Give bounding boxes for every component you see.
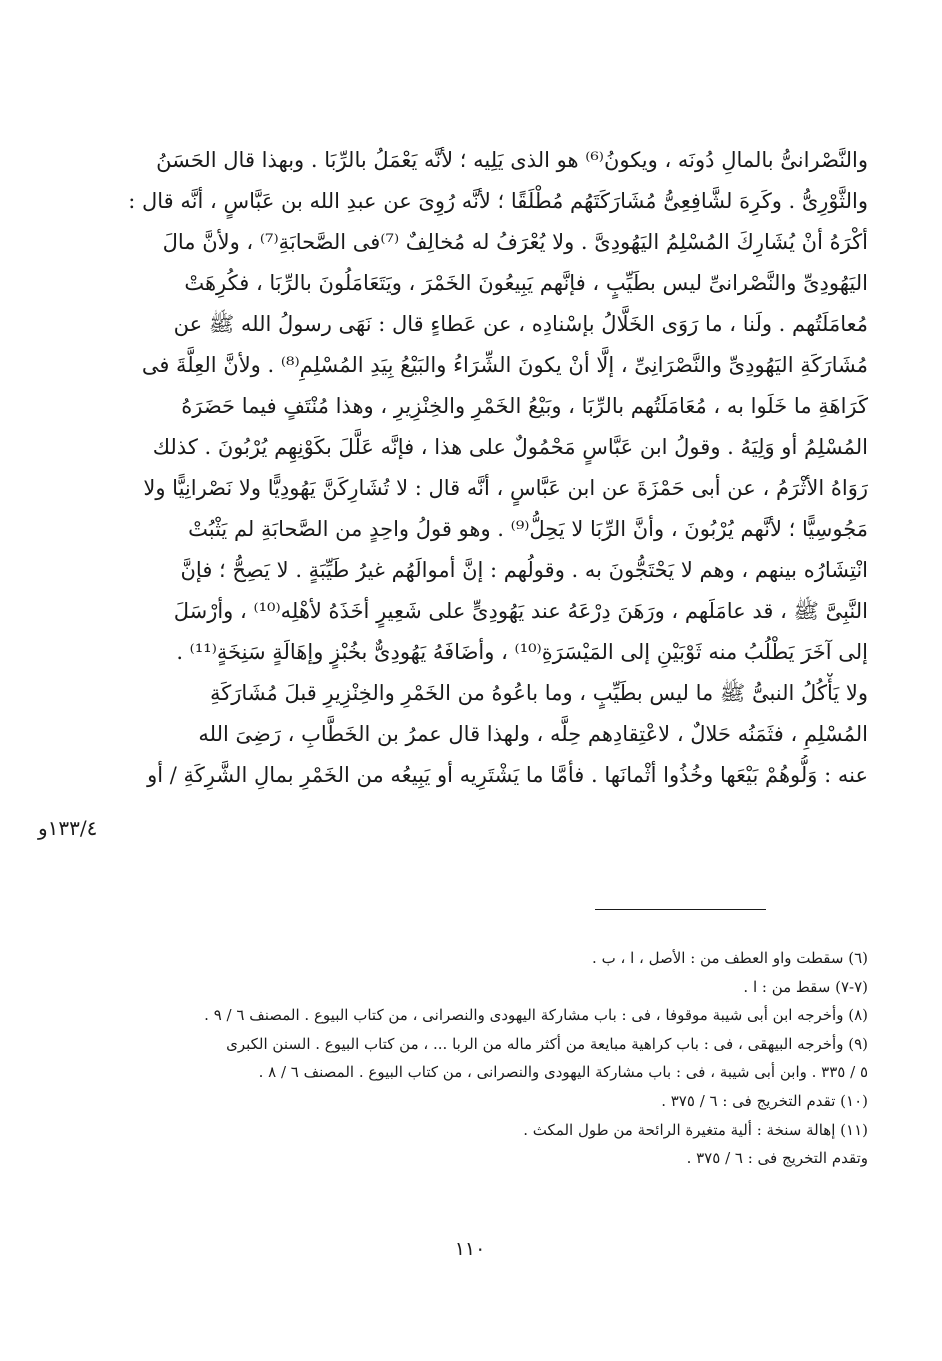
- text-line: المُسْلِمُ أو وَلِيَهُ . وقولُ ابن عَبَّاسٍ مَحْمُولٌ على هذا ، فإنَّه عَلَّلَ بكَوْنِهِم يُرْبُونَ . كذلك: [152, 435, 868, 459]
- footnotes-block: [150, 944, 868, 1173]
- text-line: كَرَاهَةِ ما خَلَوا به ، مُعَامَلَتُهم بالرِّبَا ، وبَيْعُ الخَمْرِ والخِنْزِيرِ ، وهذا مُنْتَفٍ فيما حَضَرَهُ: [181, 394, 868, 418]
- text-line: انْتِشَارُه بينهم ، وهم لا يَحْتَجُّونَ به . وقولُهم : إنَّ أموالَهُم غيرُ طَيِّبَةٍ . لا يَصِحُّ ؛ فإنَّ: [180, 558, 868, 582]
- text-line: مَجُوسِيًّا ؛ لأنَّهم يُرْبُونَ ، وأنَّ الرِّبَا لا يَحِلُّ⁽⁹⁾ . وهو قولُ واحِدٍ من الصَّحابَةِ لم يَثْبُتْ: [188, 517, 868, 541]
- text-line: مُعامَلَتُهم . ولَنا ، ما رَوَى الخَلَّالُ بإسْنادِه ، عن عَطاءٍ قال : نَهَى رسولُ الله ﷺ عن: [173, 312, 868, 336]
- text-line: رَوَاهُ الأثْرَمُ ، عن أبى حَمْزَةَ عن ابن عَبَّاسٍ ، أنَّه قال : لا تُشَارِكَنَّ يَهُودِيًّا ولا نَصْرانِيًّا ولا: [143, 476, 868, 500]
- footnote-line: (٩) وأخرجه البيهقى ، فى : باب كراهية مبايعة من أكثر ماله من الربا ... ، من كتاب البيوع . السنن الكبرى: [226, 1034, 868, 1053]
- text-line: أكْرَهُ أنْ يُشَارِكَ المُسْلِمُ اليَهُودِىَّ . ولا يُعْرَفُ له مُخالِفٌ ⁽⁷⁾فى الصَّحابَةِ⁽⁷⁾ ، ولأنَّ مالَ: [162, 230, 868, 254]
- text-line: والثَّوْرِىُّ . وكَرِهَ لشَّافِعِىُّ مُشَارَكَتَهُم مُطْلَقًا ؛ لأنَّه رُوِىَ عن عبدِ الله بن عَبَّاسٍ ، أنَّه قال :: [128, 189, 868, 213]
- text-line: النَّبِىَّ ﷺ ، قد عامَلَهم ، ورَهَنَ دِرْعَهُ عند يَهُودِىٍّ على شَعِيرٍ أخَذَهُ لأهْلِه⁽¹⁰⁾ ، وأرْسَلَ: [173, 599, 868, 623]
- footnote-line: (١١) إهالة سنخة : ألية متغيرة الرائحة من طول المكث .: [523, 1120, 868, 1139]
- footnote-line: وتقدم التخريج فى : ٦ / ٣٧٥ .: [686, 1149, 868, 1168]
- page-number: ١١٠: [454, 1238, 486, 1260]
- text-line: اليَهُودِىِّ والنَّصْرانىِّ ليس بطَيِّبٍ ، فإنَّهم يَبِيعُونَ الخَمْرَ ، ويَتَعَامَلُونَ بالرِّبَا ، فكُرِهَتْ: [184, 271, 868, 295]
- margin-reference: ١٣٣/٤و: [38, 816, 98, 840]
- footnote-line: ٥ / ٣٣٥ . وابن أبى شيبة ، فى : باب مشاركة اليهودى والنصرانى ، من كتاب البيوع . المصنف ٦ / ٨ .: [258, 1063, 868, 1082]
- text-line: إلى آخَرَ يَطْلُبُ منه ثَوْبَيْنِ إلى المَيْسَرَةِ⁽¹⁰⁾ ، وأضَافَهُ يَهُودِىٌّ بخُبْزٍ وإهَالَةٍ سَنِخَةٍ⁽¹¹⁾ .: [176, 640, 868, 664]
- main-text-block: [128, 140, 868, 796]
- text-line: ولا يَأْكُلُ النبىُّ ﷺ ما ليس بطَيِّبٍ ، وما باعُوهُ من الخَمْرِ والخِنْزِيرِ قبلَ مُشَارَكَةِ: [210, 681, 868, 705]
- text-line: المُسْلِمِ ، فثَمَنُه حَلالٌ ، لاعْتِقادِهم حِلَّه ، ولهذا قال عمرُ بن الخَطَّابِ ، رَضِىَ الله: [198, 722, 868, 746]
- footnote-line: (٨) وأخرجه ابن أبى شيبة موقوفا ، فى : باب مشاركة اليهودى والنصرانى ، من كتاب البيوع . المصنف ٦ / ٩ .: [204, 1006, 868, 1025]
- footnote-line: (٦) سقطت واو العطف من : الأصل ، ا ، ب .: [592, 949, 868, 967]
- text-line: والنَّصْرانىُّ بالمالِ دُونَه ، ويكونُ⁽⁶⁾ هو الذى يَلِيه ؛ لأنَّه يَعْمَلُ بالرِّبَا . وبهذا قال الحَسَنُ: [156, 148, 868, 172]
- footnote-line: (٧-٧) سقط من : ا .: [743, 977, 868, 996]
- text-line: مُشَارَكَةِ اليَهُودِىِّ والنَّصْرَانِىِّ ، إلَّا أنْ يكونَ الشِّرَاءُ والبَيْعُ بِيَدِ المُسْلِمِ⁽⁸⁾ . ولأنَّ العِلَّةَ فى: [141, 353, 868, 377]
- footnote-line: (١٠) تقدم التخريج فى : ٦ / ٣٧٥ .: [661, 1091, 868, 1110]
- footnote-separator: [595, 909, 766, 910]
- text-line: عنه : وَلُّوهُمْ بَيْعَها وخُذُوا أثْمانَها . فأمَّا ما يَشْتَرِيه أو يَبِيعُه من الخَمْرِ بمالِ الشَّرِكَةِ / أو: [147, 763, 868, 787]
